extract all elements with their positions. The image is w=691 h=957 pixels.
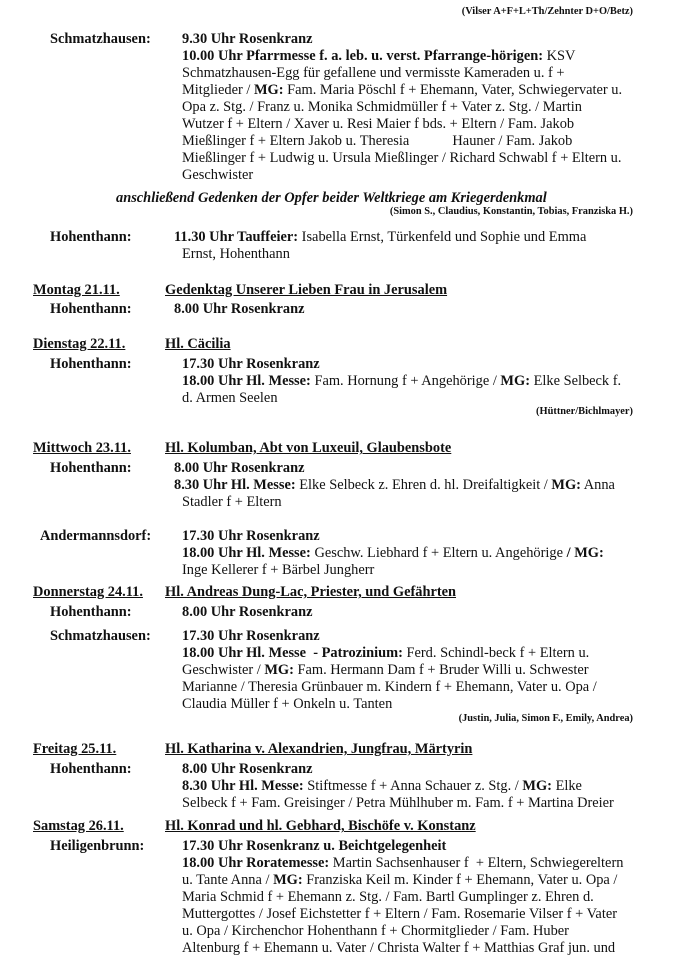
service-line: 17.30 Uhr Rosenkranz u. Beichtgelegenheit bbox=[182, 838, 447, 854]
place-label: Hohenthann: bbox=[50, 460, 132, 476]
service-line: 17.30 Uhr Rosenkranz bbox=[182, 528, 320, 544]
service-line: 10.00 Uhr Pfarrmesse f. a. leb. u. verst. Pfarrange-hörigen: KSV bbox=[182, 48, 576, 64]
place-label: Hohenthann: bbox=[50, 229, 132, 245]
intention-line: Mitglieder / MG: Fam. Maria Pöschl f + Ehemann, Vater, Schwiegervater u. bbox=[182, 82, 623, 98]
intention-line: Inge Kellerer f + Bärbel Jungherr bbox=[182, 562, 375, 578]
intention-line: Muttergottes / Josef Eichstetter f + Eltern / Fam. Rosemarie Vilser f + Vater bbox=[182, 906, 617, 922]
intention-line: Mießlinger f + Ludwig u. Ursula Mießlinger / Richard Schwabl f + Eltern u. bbox=[182, 150, 622, 166]
intention-line: u. Opa / Kirchenchor Hohenthann f + Chormitglieder / Fam. Huber bbox=[182, 923, 569, 939]
intention-line: Wutzer f + Eltern / Xaver u. Resi Maier f bds. + Eltern / Fam. Jakob bbox=[182, 116, 575, 132]
place-label: Hohenthann: bbox=[50, 356, 132, 372]
service-line: 11.30 Uhr Tauffeier: Isabella Ernst, Türkenfeld und Sophie und Emma bbox=[174, 229, 587, 245]
service-line: 8.30 Uhr Hl. Messe: Elke Selbeck z. Ehren d. hl. Dreifaltigkeit / MG: Anna bbox=[174, 477, 615, 493]
intention-line: Opa z. Stg. / Franz u. Monika Schmidmüller f + Vater z. Stg. / Martin bbox=[182, 99, 582, 115]
ministrant-note: (Justin, Julia, Simon F., Emily, Andrea) bbox=[458, 713, 633, 724]
day-heading: Samstag 26.11. bbox=[33, 818, 124, 834]
service-line: 18.00 Uhr Hl. Messe: Fam. Hornung f + Angehörige / MG: Elke Selbeck f. bbox=[182, 373, 622, 389]
intention-line: d. Armen Seelen bbox=[182, 390, 278, 406]
feast-title: Hl. Cäcilia bbox=[165, 336, 231, 352]
feast-title: Hl. Kolumban, Abt von Luxeuil, Glaubensbote bbox=[165, 440, 452, 456]
day-heading: Mittwoch 23.11. bbox=[33, 440, 131, 456]
day-heading: Dienstag 22.11. bbox=[33, 336, 126, 352]
service-line: 18.00 Uhr Hl. Messe: Geschw. Liebhard f + Eltern u. Angehörige / MG: bbox=[182, 545, 604, 561]
day-heading: Montag 21.11. bbox=[33, 282, 120, 298]
feast-title: Hl. Konrad und hl. Gebhard, Bischöfe v. Konstanz bbox=[165, 818, 476, 834]
service-line: 9.30 Uhr Rosenkranz bbox=[182, 31, 313, 47]
intention-line: Stadler f + Eltern bbox=[182, 494, 282, 510]
remembrance-line: anschließend Gedenken der Opfer beider Weltkriege am Kriegerdenkmal bbox=[116, 190, 547, 206]
service-line: 8.00 Uhr Rosenkranz bbox=[174, 460, 305, 476]
ministrant-note: (Simon S., Claudius, Konstantin, Tobias, Franziska H.) bbox=[389, 206, 633, 217]
service-line: 17.30 Uhr Rosenkranz bbox=[182, 356, 320, 372]
service-line: 17.30 Uhr Rosenkranz bbox=[182, 628, 320, 644]
intention-line: Selbeck f + Fam. Greisinger / Petra Mühlhuber m. Fam. f + Martina Dreier bbox=[182, 795, 614, 811]
service-line: 18.00 Uhr Hl. Messe - Patrozinium: Ferd. Schindl-beck f + Eltern u. bbox=[182, 645, 590, 661]
feast-title: Hl. Andreas Dung-Lac, Priester, und Gefährten bbox=[165, 584, 457, 600]
service-line: 8.00 Uhr Rosenkranz bbox=[182, 604, 313, 620]
place-label: Schmatzhausen: bbox=[50, 628, 151, 644]
feast-title: Gedenktag Unserer Lieben Frau in Jerusalem bbox=[165, 282, 448, 298]
intention-line: Geschwister / MG: Fam. Hermann Dam f + Bruder Willi u. Schwester bbox=[182, 662, 589, 678]
service-line: 8.00 Uhr Rosenkranz bbox=[174, 301, 305, 317]
place-label: Schmatzhausen: bbox=[50, 31, 151, 47]
service-line: 8.00 Uhr Rosenkranz bbox=[182, 761, 313, 777]
place-label: Heiligenbrunn: bbox=[50, 838, 145, 854]
place-label: Hohenthann: bbox=[50, 761, 132, 777]
service-line: 18.00 Uhr Roratemesse: Martin Sachsenhauser f + Eltern, Schwiegereltern bbox=[182, 855, 624, 871]
place-label: Andermannsdorf: bbox=[40, 528, 152, 544]
place-label: Hohenthann: bbox=[50, 301, 132, 317]
day-heading: Freitag 25.11. bbox=[33, 741, 117, 757]
intention-line: Marianne / Theresia Grünbauer m. Kindern f + Ehemann, Vater u. Opa / bbox=[182, 679, 597, 695]
intention-line: Claudia Müller f + Onkeln u. Tanten bbox=[182, 696, 393, 712]
header-note: (Vilser A+F+L+Th/Zehnter D+O/Betz) bbox=[461, 6, 633, 17]
day-heading: Donnerstag 24.11. bbox=[33, 584, 143, 600]
intention-line: Geschwister bbox=[182, 167, 254, 183]
feast-title: Hl. Katharina v. Alexandrien, Jungfrau, Märtyrin bbox=[165, 741, 473, 757]
intention-line: Altenburg f + Ehemann u. Vater / Christa Walter f + Matthias Graf jun. und bbox=[182, 940, 616, 956]
place-label: Hohenthann: bbox=[50, 604, 132, 620]
intention-line: Ernst, Hohenthann bbox=[182, 246, 290, 262]
intention-line: Maria Schmid f + Ehemann z. Stg. / Fam. Bartl Gumplinger z. Ehren d. bbox=[182, 889, 594, 905]
service-line: 8.30 Uhr Hl. Messe: Stiftmesse f + Anna Schauer z. Stg. / MG: Elke bbox=[182, 778, 582, 794]
intention-line: Schmatzhausen-Egg für gefallene und vermisste Kameraden u. f + bbox=[182, 65, 565, 81]
ministrant-note: (Hüttner/Bichlmayer) bbox=[536, 406, 633, 417]
intention-line: u. Tante Anna / MG: Franziska Keil m. Kinder f + Ehemann, Vater u. Opa / bbox=[182, 872, 618, 888]
intention-line: Mießlinger f + Eltern Jakob u. Theresia Hauner / Fam. Jakob bbox=[182, 133, 573, 149]
